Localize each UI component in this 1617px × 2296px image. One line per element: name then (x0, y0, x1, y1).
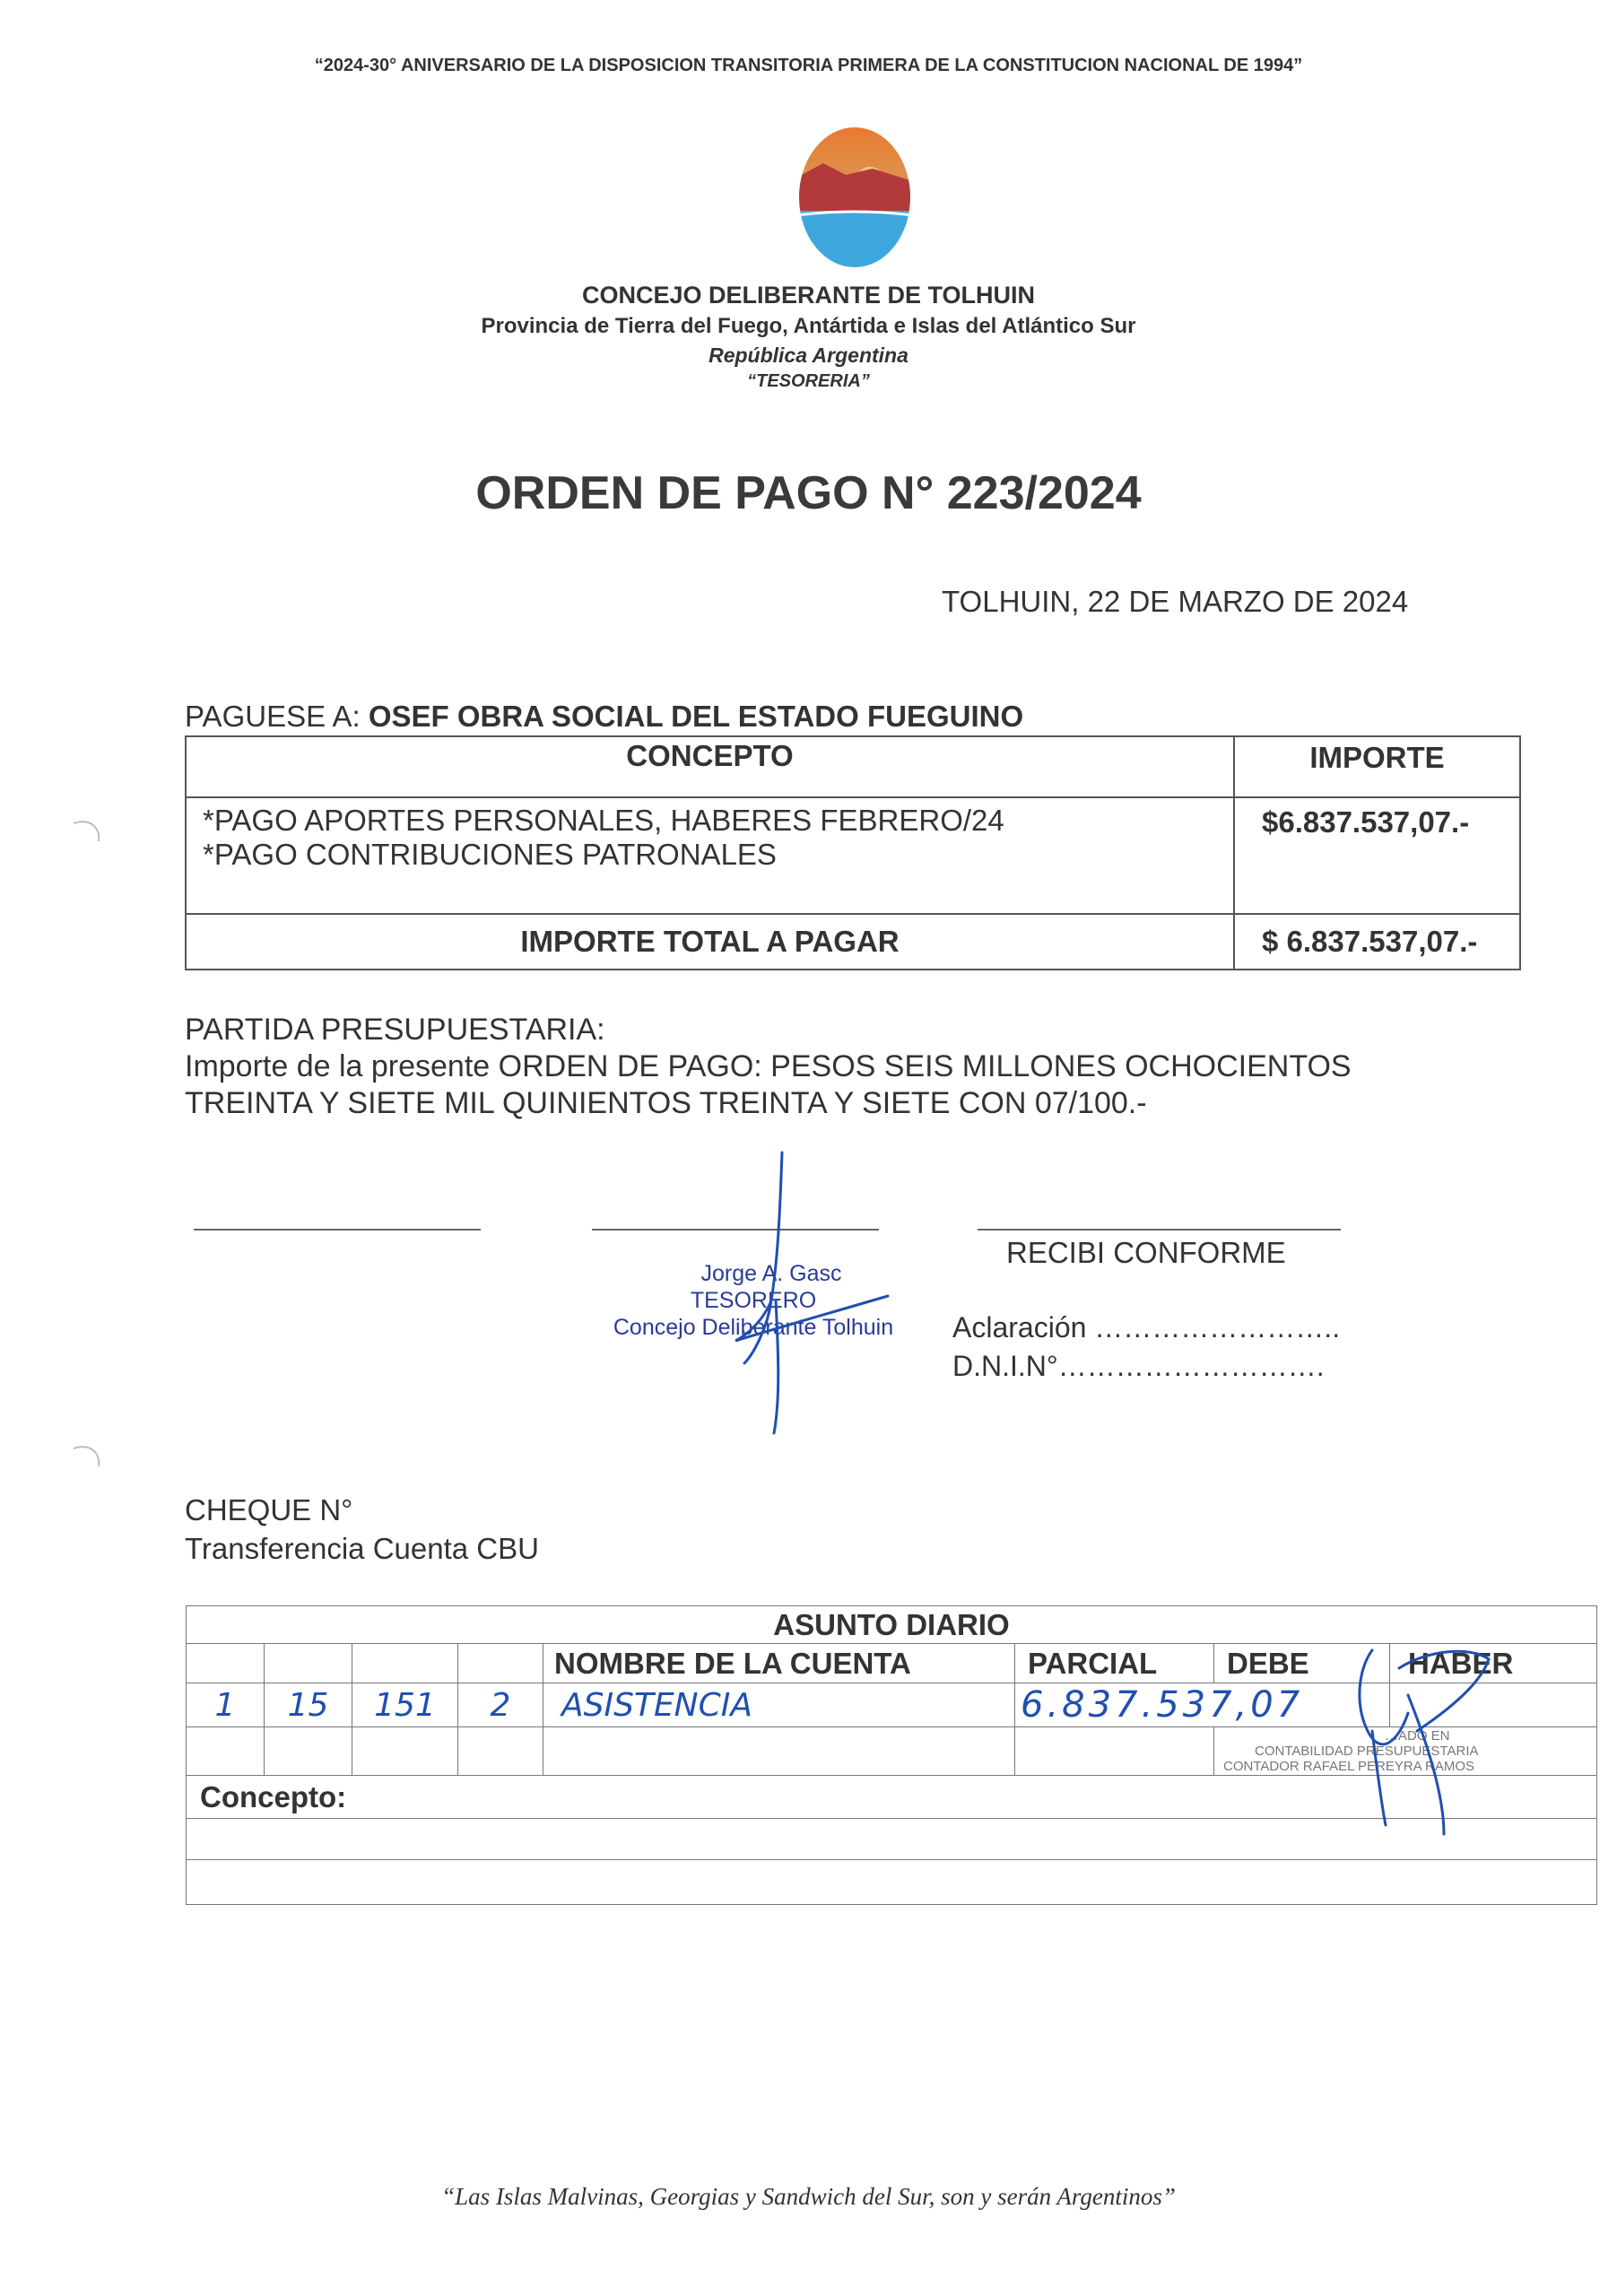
total-label: IMPORTE TOTAL A PAGAR (186, 914, 1234, 970)
code-header-3 (352, 1644, 458, 1683)
treasurer-name: Jorge A. Gasc (700, 1261, 842, 1286)
stamp-line-3: CONTADOR RAFAEL PEREYRA RAMOS (1223, 1759, 1475, 1774)
ledger-code-4: 2 (458, 1683, 543, 1727)
received-label: RECIBI CONFORME (1006, 1236, 1286, 1269)
payment-table (185, 735, 1521, 970)
concepto-label: Concepto: (187, 1776, 1597, 1819)
department-name: “TESORERIA” (747, 371, 870, 391)
cheque-label: CHEQUE N° (185, 1493, 353, 1526)
debe-header: DEBE (1214, 1644, 1390, 1683)
stamp-line-2: CONTABILIDAD PRESUPUESTARIA (1255, 1744, 1479, 1759)
payee-name: OSEF OBRA SOCIAL DEL ESTADO FUEGUINO (368, 700, 1024, 733)
concepto-line-b (187, 1860, 1597, 1905)
payee-label: PAGUESE A: (185, 700, 361, 733)
parcial-header: PARCIAL (1015, 1644, 1214, 1683)
ledger-account-name: ASISTENCIA (543, 1683, 1015, 1727)
transfer-label: Transferencia Cuenta CBU (185, 1532, 539, 1565)
ledger-blank-4 (458, 1727, 543, 1776)
ledger-blank-1 (187, 1727, 265, 1776)
signature-line-1 (194, 1229, 481, 1231)
institution-logo (796, 126, 913, 274)
treasurer-org: Concejo Deliberante Tolhuin (613, 1315, 894, 1340)
partida-line-1: Importe de la presente ORDEN DE PAGO: PESOS SEIS MILLONES OCHOCIENTOS (185, 1049, 1352, 1083)
ledger-blank-3 (352, 1727, 458, 1776)
account-name-header: NOMBRE DE LA CUENTA (543, 1644, 1015, 1683)
footer-motto: “Las Islas Malvinas, Georgias y Sandwich del Sur, son y serán Argentinos” (441, 2183, 1176, 2210)
ledger-code-3: 151 (352, 1683, 458, 1727)
treasurer-signature (682, 1148, 897, 1448)
place-date: TOLHUIN, 22 DE MARZO DE 2024 (942, 585, 1409, 618)
concepto-header: CONCEPTO (186, 736, 1234, 797)
punch-hole-mark-2 (72, 1439, 108, 1480)
document-title: ORDEN DE PAGO N° 223/2024 (475, 467, 1142, 519)
signature-line-3 (978, 1229, 1341, 1231)
ledger-blank-6 (1015, 1727, 1214, 1776)
treasurer-role: TESORERO (690, 1288, 817, 1313)
payee-line (185, 700, 1023, 734)
country-name: República Argentina (709, 344, 908, 367)
punch-hole-mark-1 (72, 814, 108, 855)
importe-header: IMPORTE (1234, 736, 1520, 797)
concepto-line-2: *PAGO CONTRIBUCIONES PATRONALES (203, 838, 777, 871)
anniversary-banner: “2024-30° ANIVERSARIO DE LA DISPOSICION TRANSITORIA PRIMERA DE LA CONSTITUCION NACIONAL DE 1994” (314, 56, 1303, 75)
ledger-code-2: 15 (265, 1683, 352, 1727)
partida-block (185, 1012, 1352, 1122)
haber-initials (1345, 1632, 1507, 1852)
org-name: CONCEJO DELIBERANTE DE TOLHUIN (581, 282, 1036, 309)
aclaracion-field: Aclaración …………………….. (952, 1311, 1341, 1344)
ledger-blank-5 (543, 1727, 1015, 1776)
partida-line-2: TREINTA Y SIETE MIL QUINIENTOS TREINTA Y SIETE CON 07/100.- (185, 1086, 1147, 1120)
code-header-2 (265, 1644, 352, 1683)
ledger-blank-2 (265, 1727, 352, 1776)
haber-header: HABER (1390, 1644, 1597, 1683)
importe-cell: $6.837.537,07.- (1234, 797, 1520, 914)
concepto-cell (186, 797, 1234, 914)
partida-label: PARTIDA PRESUPUESTARIA: (185, 1013, 605, 1047)
code-header-4 (458, 1644, 543, 1683)
dni-field: D.N.I.N°………………………. (952, 1350, 1325, 1382)
ledger-title: ASUNTO DIARIO (187, 1606, 1597, 1644)
concepto-line-1: *PAGO APORTES PERSONALES, HABERES FEBRERO/24 (203, 804, 1004, 837)
province-name: Provincia de Tierra del Fuego, Antártida e Islas del Atlántico Sur (481, 314, 1136, 338)
total-amount: $ 6.837.537,07.- (1234, 914, 1520, 970)
ledger-code-1: 1 (187, 1683, 265, 1727)
code-header-1 (187, 1644, 265, 1683)
ledger-parcial-value: 6.837.537,07 (1015, 1683, 1390, 1727)
stamp-line-1: …ADO EN (1385, 1728, 1450, 1744)
